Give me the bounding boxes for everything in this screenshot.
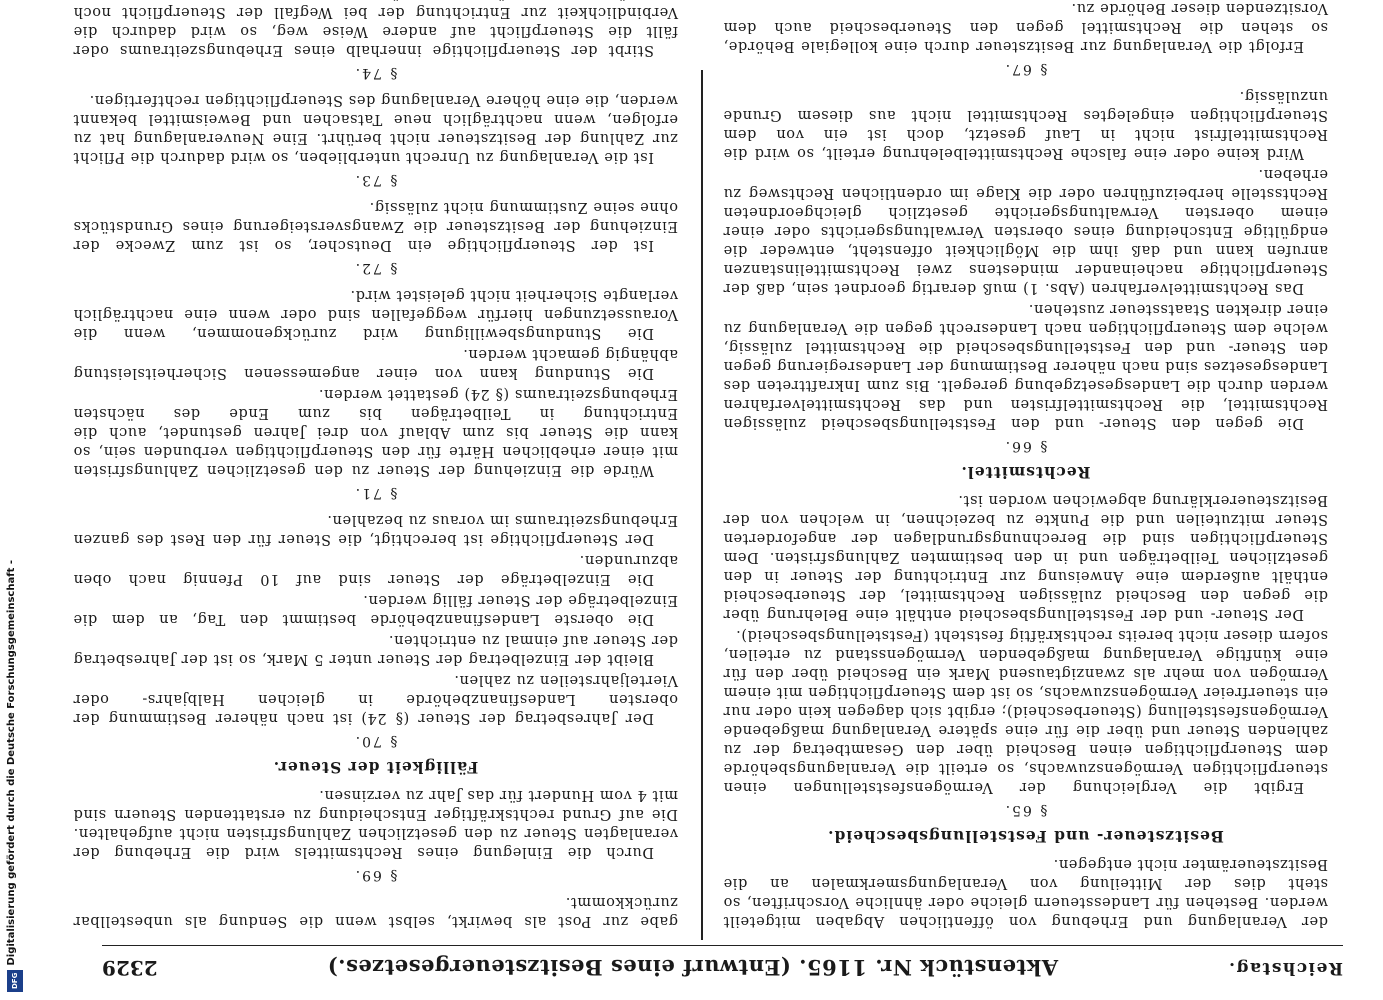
digitization-credit bbox=[4, 560, 26, 996]
header-rule bbox=[102, 945, 1343, 946]
section-number: § 73. bbox=[353, 172, 398, 188]
paragraph: Der Steuerpflichtige ist berechtigt, die Steuer für den Rest des ganzen Erhebungszeitraums im voraus zu bezahlen. bbox=[73, 512, 678, 547]
paragraph: Die oberste Landesfinanzbehörde bestimmt den Tag, an dem die Einzelbeträge der Steuer fällig werden. bbox=[73, 592, 678, 627]
page-header bbox=[102, 950, 1343, 986]
paragraph: Ist der Steuerpflichtige ein Deutscher, so ist zum Zwecke der Einziehung der Besitzsteuer die Zwangsversteigerung eines Grundstücks ohne seine Zustimmung nicht zulässig. bbox=[73, 199, 678, 253]
section-heading: Fälligkeit der Steuer. bbox=[272, 758, 479, 777]
paragraph: Wird keine oder eine falsche Rechtsmittelbelehrung erteilt, so wird die Rechtsmittelfrist nicht in Lauf gesetzt, doch ist ein von dem Steuerpflichtigen eingelegtes Rechtsmittel nicht aus diesem Grunde unzulässig. bbox=[723, 88, 1328, 161]
paragraph: Das Rechtsmittelverfahren (Abs. 1) muß derartig geordnet sein, daß der Steuerpflichtige nacheinander mindestens zwei Rechtsmittelinstanzen anrufen kann und daß ihm die Möglichkeit offensteht, entweder die endgültige Entscheidung eines obersten Verwaltungsgerichts oder einer einem obersten Verwaltungsgerichte gesetzlich gleichgeordneten Rechtsstelle herbeizuführen oder die Klage im ordentlichen Rechtsweg zu erheben. bbox=[723, 166, 1328, 296]
paragraph: Würde die Einziehung der Steuer zu den gesetzlichen Zahlungsfristen mit einer erheblichen Härte für den Steuerpflichtigen verbunden sein, so kann die Steuer bis zum Ablauf von drei Jahren gestundet, auch die Entrichtung in Teilbeträgen bis zum Ende des nächsten Erhebungszeitraums (§ 24) gestattet werden. bbox=[73, 386, 678, 478]
credit-text: Digitalisierung gefördert durch die Deutsche Forschungsgemeinschaft - bbox=[6, 560, 17, 966]
paragraph: Bleibt der Einzelbetrag der Steuer unter 5 Mark, so ist der Jahresbetrag der Steuer auf einmal zu entrichten. bbox=[73, 632, 678, 667]
paragraph: Erfolgt die Veranlagung zur Besitzsteuer durch eine kollegiale Behörde, so stehen die Rechtsmittel gegen den Steuerbescheid auch dem Vorsitzenden dieser Behörde zu. bbox=[723, 0, 1328, 54]
document-page bbox=[62, 0, 1383, 1000]
section-number: § 69. bbox=[353, 867, 398, 883]
page-number: 2329 bbox=[102, 956, 158, 980]
section-number: § 65. bbox=[1003, 802, 1048, 818]
section-number: § 70. bbox=[353, 733, 398, 749]
paragraph: Durch die Einlegung eines Rechtsmittels wird die Erhebung der veranlagten Steuer zu den gesetzlichen Zahlungsfristen nicht aufgehalten. Die auf Grund rechtskräftiger Entscheidung zu erstattenden Steuern sind mit 4 vom Hundert für das Jahr zu verzinsen. bbox=[73, 787, 678, 860]
section-number: § 71. bbox=[353, 485, 398, 501]
header-title: Aktenstück Nr. 1165. (Entwurf eines Besitzsteuergesetzes.) bbox=[327, 955, 1059, 981]
paragraph: Der Jahresbetrag der Steuer (§ 24) ist nach näherer Bestimmung der obersten Landesfinanzbehörde in gleichen Halbjahrs- oder Vierteljahrsteilen zu zahlen. bbox=[73, 672, 678, 726]
paragraph: Stirbt der Steuerpflichtige innerhalb eines Erhebungszeitraums oder fällt die Steuerpflicht auf andere Weise weg, so wird dadurch die Verbindlichkeit zur Entrichtung der bei Wegfall der Steuerpflicht noch bbox=[73, 4, 678, 58]
section-number: § 67. bbox=[1003, 61, 1048, 77]
section-number: § 72. bbox=[353, 260, 398, 276]
section-heading: Besitzsteuer- und Feststellungsbescheid. bbox=[827, 827, 1224, 846]
paragraph: Ergibt die Vergleichung der Vermögensfeststellungen einen steuerpflichtigen Vermögenszuwachs, so erteilt die Veranlagungsbehörde dem Steuerpflichtigen einen Bescheid über den Gesamtbetrag der zu zahlenden Steuer und über die für eine spätere Veranlagung maßgebende Vermögensfeststellung (Steuerbescheid); ergibt sich dagegen kein oder nur ein steuerfreier Vermögenszuwachs, so ist dem Steuerpflichtigen mit einem Vermögen von mehr als zwanzigtausend Mark ein Bescheid über den für eine künftige Veranlagung maßgebenden Vermögensstand zu erteilen, sofern dieser nicht bereits rechtskräftig feststeht (Feststellungsbescheid). bbox=[723, 627, 1328, 795]
section-heading: Rechtsmittel. bbox=[960, 463, 1091, 482]
paragraph: Der Steuer- und der Feststellungsbescheid enthält eine Belehrung über die gegen den Bescheid zulässigen Rechtsmittel, der Steuerbescheid enthält außerdem eine Anweisung zur Entrichtung der Steuer in den gesetzlichen Teilbeträgen und in den bestimmten Zahlungsfristen. Dem Steuerpflichtigen sind die Berechnungsgrundlagen der angeforderten Steuer mitzuteilen und die Punkte zu bezeichnen, in welchen von der Besitzsteuererklärung abgewichen worden ist. bbox=[723, 492, 1328, 622]
right-column bbox=[73, 0, 678, 930]
column-divider bbox=[702, 70, 704, 940]
left-column bbox=[723, 0, 1328, 930]
section-number: § 74. bbox=[353, 65, 398, 81]
paragraph: Ist die Veranlagung zu Unrecht unterblieben, so wird dadurch die Pflicht zur Zahlung der Besitzsteuer nicht berührt. Eine Neuveranlagung hat zu erfolgen, wenn nachträglich neue Tatsachen und Beweismittel bekannt werden, die eine höhere Veranlagung des Steuerpflichtigen rechtfertigen. bbox=[73, 92, 678, 165]
section-number: § 66. bbox=[1003, 438, 1048, 454]
dfg-logo: DFG bbox=[7, 970, 23, 992]
paragraph: der Veranlagung und Erhebung von öffentlichen Abgaben mitgeteilt werden. Bestehen für Landessteuern gleiche oder ähnliche Vorschriften, so steht dies der Mitteilung von Veranlagungsmerkmalen an die Besitzsteuerämter nicht entgegen. bbox=[723, 856, 1328, 929]
paragraph: Die Stundung kann von einer angemessenen Sicherheitsleistung abhängig gemacht werden. bbox=[73, 346, 678, 381]
header-left: Reichstag. bbox=[1227, 958, 1343, 978]
paragraph: Die gegen den Steuer- und den Feststellungsbescheid zulässigen Rechtsmittel, die Rechtsmittelfristen und das Rechtsmittelverfahren werden durch die Landesgesetzgebung geregelt. Bis zum Inkrafttreten des Landesgesetzes sind nach näherer Bestimmung der Landesregierung gegen den Steuer- und den Feststellungsbescheid die Rechtsmittel zulässig, welche dem Steuerpflichtigen nach Landesrecht gegen die Veranlagung zu einer direkten Staatssteuer zustehen. bbox=[723, 301, 1328, 431]
paragraph: gabe zur Post als bewirkt, selbst wenn die Sendung als unbestellbar zurückkommt. bbox=[73, 894, 678, 929]
paragraph: Die Stundungsbewilligung wird zurückgenommen, wenn die Voraussetzungen hierfür weggefallen sind oder wenn eine nachträglich verlangte Sicherheit nicht geleistet wird. bbox=[73, 287, 678, 341]
paragraph: Die Einzelbeträge der Steuer sind auf 10 Pfennig nach oben abzurunden. bbox=[73, 552, 678, 587]
